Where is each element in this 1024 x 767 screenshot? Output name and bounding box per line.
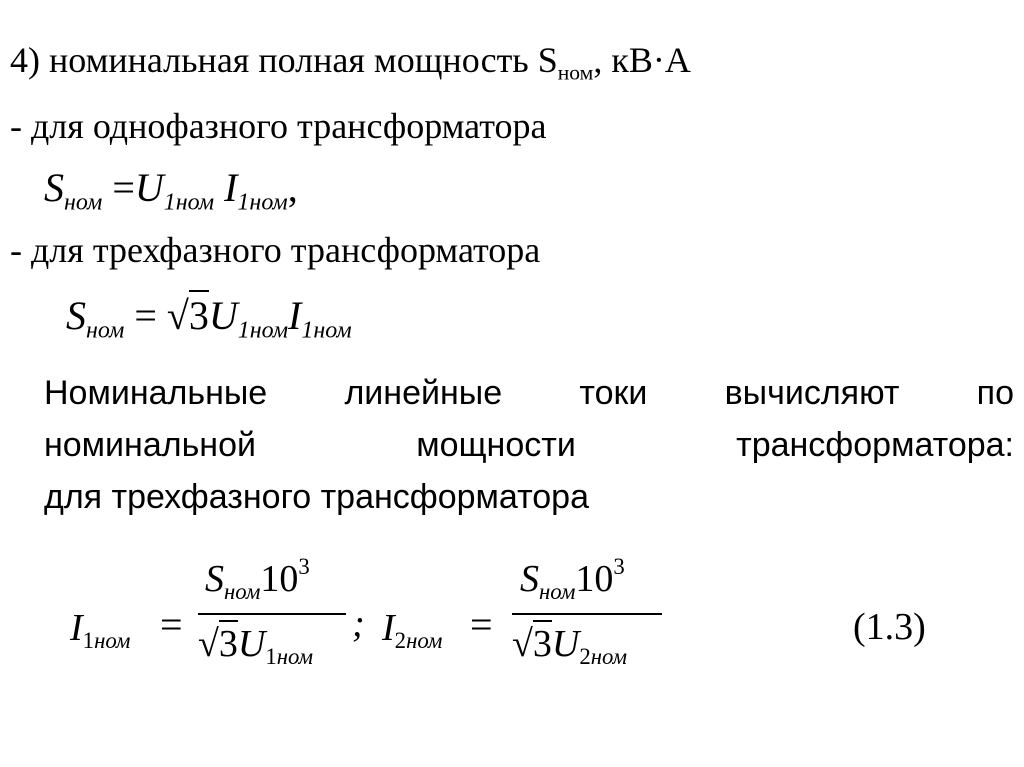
rated-power-heading [10, 40, 691, 85]
formula-operator: = [124, 293, 167, 338]
formula-symbol: S [44, 165, 64, 210]
denominator-2 [512, 623, 628, 669]
formula-subscript: 1ном [237, 189, 288, 216]
formula-number: 3 [219, 620, 238, 665]
formula-subscript: 1ном [237, 317, 289, 344]
line-current-paragraph [44, 367, 1014, 523]
formula-operator: = [102, 165, 135, 210]
numerator-1 [205, 553, 310, 604]
formula-symbol: S [520, 558, 539, 600]
equals-sign-2: = [470, 602, 493, 647]
heading-subscript: ном [557, 60, 594, 85]
three-phase-formula [66, 293, 352, 344]
formula-exponent: 3 [613, 553, 625, 579]
formula-subscript: ном [406, 627, 443, 653]
single-phase-formula [44, 165, 298, 216]
paragraph-line-3: для трехфазного трансформатора [44, 478, 589, 516]
formula-number: 3 [533, 620, 552, 665]
formula-subscript: 1 [265, 643, 277, 669]
formula-punctuation: , [287, 165, 298, 210]
formula-subscript: ном [86, 317, 125, 344]
formula-exponent: 3 [298, 553, 310, 579]
formula-subscript: ном [276, 643, 314, 669]
formula-symbol: U [551, 623, 580, 665]
formula-subscript: ном [224, 578, 261, 604]
formula-symbol: U [134, 165, 164, 210]
three-phase-label: - для трехфазного трансформатора [10, 230, 541, 270]
formula-symbol: S [205, 558, 224, 600]
heading-text: 4) номинальная полная мощность S [10, 40, 558, 80]
semicolon: ; [352, 603, 365, 645]
formula-number: 10 [260, 558, 299, 600]
denominator-1 [198, 623, 314, 669]
formula-subscript: ном [94, 627, 131, 653]
formula-subscript: 2 [579, 643, 591, 669]
formula-subscript: ном [64, 189, 103, 216]
current-formula-1-lhs [70, 607, 131, 653]
formula-subscript: 1 [82, 627, 95, 653]
formula-subscript: 1ном [301, 317, 352, 344]
formula-subscript: 1ном [163, 189, 215, 216]
formula-symbol: I [70, 607, 83, 649]
formula-number: 3 [189, 290, 209, 338]
formula-number: 10 [575, 558, 614, 600]
heading-unit: , кВ·А [593, 40, 691, 80]
sqrt-sign: √ [166, 293, 189, 338]
formula-symbol: I [214, 165, 238, 210]
fraction-bar-1 [198, 613, 346, 615]
formula-symbol: U [208, 293, 238, 338]
paragraph-line-1: Номинальные линейные токи вычисляют по [44, 374, 1014, 412]
equals-sign-1: = [160, 602, 183, 647]
formula-symbol: U [237, 623, 266, 665]
formula-subscript: ном [590, 643, 628, 669]
current-formula-2-lhs [382, 607, 443, 653]
numerator-2 [520, 553, 625, 604]
formula-subscript: ном [539, 578, 576, 604]
equation-number: (1.3) [853, 606, 926, 648]
formula-symbol: I [288, 293, 302, 338]
sqrt-sign: √ [512, 623, 533, 665]
formula-symbol: I [382, 607, 395, 649]
formula-symbol: S [66, 293, 86, 338]
formula-subscript: 2 [394, 627, 407, 653]
sqrt-sign: √ [198, 623, 219, 665]
fraction-bar-2 [512, 613, 662, 615]
single-phase-label: - для однофазного трансформатора [10, 106, 547, 146]
paragraph-line-2: номинальной мощности трансформатора: [44, 426, 1014, 464]
